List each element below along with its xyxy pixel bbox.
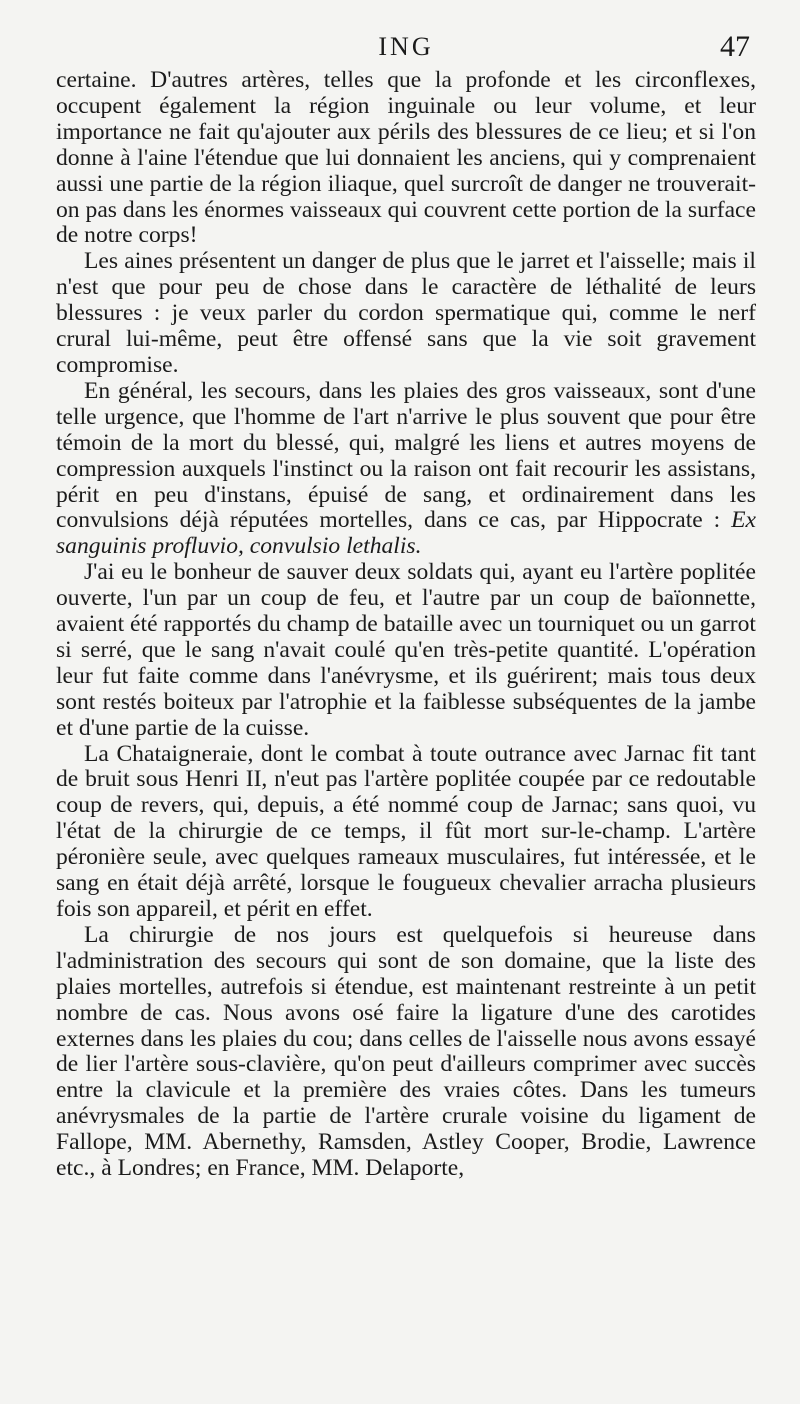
paragraph-text: La chirurgie de nos jours est quelquefois si heureuse dans l'administration des secours qui sont de son domaine, que la liste des plaies mortelles, autrefois si étendue, est maintenant restreinte à un petit nombre de cas. Nous avons osé faire la ligature d'une des carotides externes dans les plaies du cou; dans celles de l'aisselle nous avons essayé de lier l'artère sous-clavière, qu'on peut d'ailleurs comprimer avec succès entre la clavicule et la première des vraies côtes. Dans les tumeurs anévrysmales de la partie de l'artère crurale voisine du ligament de Fallope, MM. Abernethy, Ramsden, Astley Cooper, Brodie, Lawrence etc., à Londres; en France, MM. Delaporte,: [56, 921, 756, 1182]
body-text: [56, 68, 756, 1182]
paragraph: [56, 68, 756, 249]
paragraph: [56, 742, 756, 923]
paragraph: [56, 923, 756, 1182]
paragraph: [56, 249, 756, 379]
page-number: 47: [720, 30, 750, 63]
paragraph: [56, 560, 756, 741]
paragraph-text: J'ai eu le bonheur de sauver deux soldats qui, ayant eu l'artère poplitée ouverte, l'un par un coup de feu, et l'autre par un coup de baïonnette, avaient été rapportés du champ de bataille avec un tourniquet ou un garrot si serré, que le sang n'avait coulé qu'en très-petite quantité. L'opération leur fut faite comme dans l'anévrysme, et ils guérirent; mais tous deux sont restés boiteux par l'atrophie et la faiblesse subséquentes de la jambe et d'une partie de la cuisse.: [56, 559, 756, 741]
running-head: ING: [378, 32, 434, 61]
paragraph-text: certaine. D'autres artères, telles que la profonde et les circonflexes, occupent également la région inguinale ou leur volume, et leur importance ne fait qu'ajouter aux périls des blessures de ce lieu; et si l'on donne à l'aine l'étendue que lui donnaient les anciens, qui y comprenaient aussi une partie de la région iliaque, quel surcroît de danger ne trouverait-on pas dans les énormes vaisseaux qui couvrent cette portion de la surface de notre corps!: [56, 67, 756, 249]
paragraph-text: La Chataigneraie, dont le combat à toute outrance avec Jarnac fit tant de bruit sous Henri II, n'eut pas l'artère poplitée coupée par ce redoutable coup de revers, qui, depuis, a été nommé coup de Jarnac; sans quoi, vu l'état de la chirurgie de ce temps, il fût mort sur-le-champ. L'artère péronière seule, avec quelques rameaux musculaires, fut intéressée, et le sang en était déjà arrêté, lorsque le fougueux chevalier arracha plusieurs fois son appareil, et périt en effet.: [56, 740, 756, 922]
latin-quotation: Ex sanguinis profluvio, convulsio lethalis.: [56, 507, 756, 560]
page-header: [56, 30, 756, 68]
paragraph-text: En général, les secours, dans les plaies des gros vaisseaux, sont d'une telle urgence, que l'homme de l'art n'arrive le plus souvent que pour être témoin de la mort du blessé, qui, malgré les liens et autres moyens de compression auxquels l'instinct ou la raison ont fait recourir les assistans, périt en peu d'instans, épuisé de sang, et ordinairement dans les convulsions déjà réputées mortelles, dans ce cas, par Hippocrate :: [56, 377, 756, 534]
paragraph-text: Les aines présentent un danger de plus que le jarret et l'aisselle; mais il n'est que pour peu de chose dans le caractère de léthalité de leurs blessures : je veux parler du cordon spermatique qui, comme le nerf crural lui-même, peut être offensé sans que la vie soit gravement compromise.: [56, 248, 756, 378]
paragraph: [56, 379, 756, 560]
